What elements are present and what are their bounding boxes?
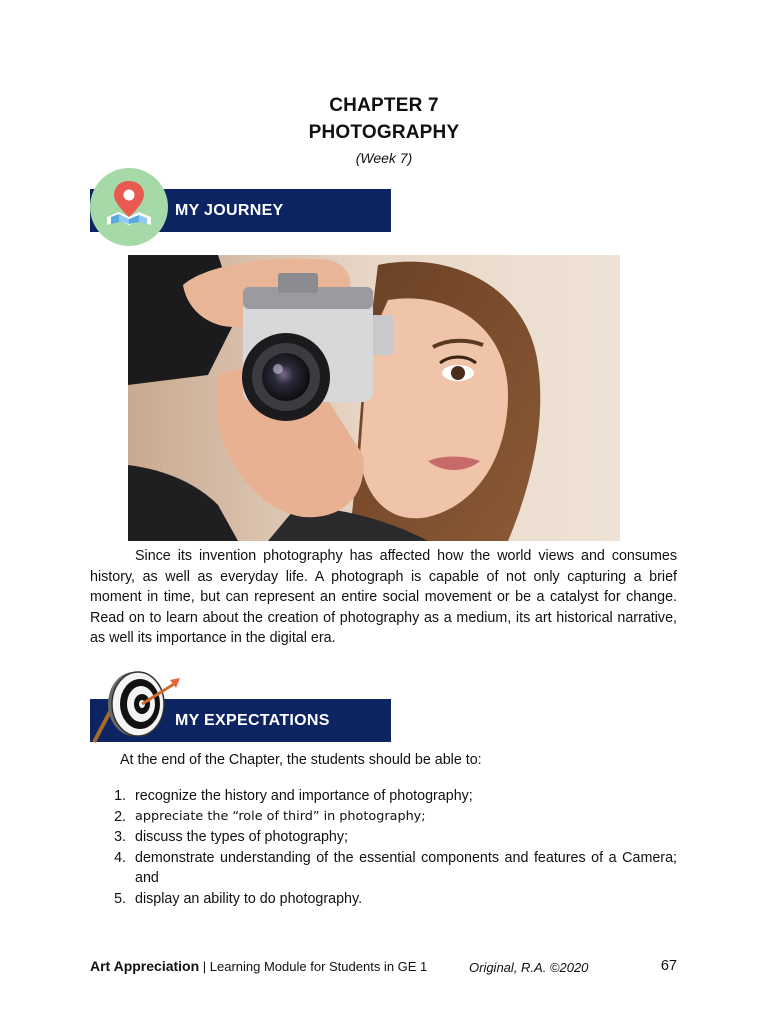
woman-with-camera-photo: [128, 255, 620, 541]
footer-left: [90, 958, 427, 974]
list-item: 3. discuss the types of photography;: [114, 829, 348, 845]
list-item: 5. display an ability to do photography.: [114, 890, 363, 907]
chapter-header: [0, 92, 768, 166]
footer-course: Art Appreciation: [90, 958, 200, 974]
map-pin-icon: [89, 167, 169, 247]
objectives-list: [90, 786, 677, 909]
chapter-week: (Week 7): [355, 150, 413, 166]
intro-paragraph-text: Since its invention photography has affected how the world views and consumes history, as well as everyday life. A photograph is capable of not only capturing a brief moment in time, but can represent an entire social movement or be a catalyst for change. Read on to learn about the creation of photography as a medium, its art historical narrative, as well its importance in the digital era.: [90, 548, 677, 646]
footer-credit: Original, R.A. ©2020: [469, 960, 589, 975]
my-expectations-label: MY EXPECTATIONS: [175, 711, 330, 729]
target-arrow-icon: [90, 668, 182, 744]
intro-paragraph: [90, 546, 677, 649]
objectives-intro: At the end of the Chapter, the students should be able to:: [120, 752, 482, 768]
list-item: 1. recognize the history and importance of photography;: [114, 788, 473, 804]
footer-module: Learning Module for Students in GE 1: [209, 959, 428, 974]
page-number: 67: [660, 958, 677, 974]
footer-separator: |: [199, 959, 210, 974]
page-footer: [90, 958, 677, 980]
chapter-number: CHAPTER 7: [329, 95, 439, 116]
list-item: 2. appreciate the “role of third” in photography;: [114, 808, 426, 825]
my-journey-label: MY JOURNEY: [175, 201, 284, 219]
list-item: 4. demonstrate understanding of the essential components and features of a Camera; and: [114, 849, 677, 886]
chapter-title: PHOTOGRAPHY: [308, 122, 460, 143]
